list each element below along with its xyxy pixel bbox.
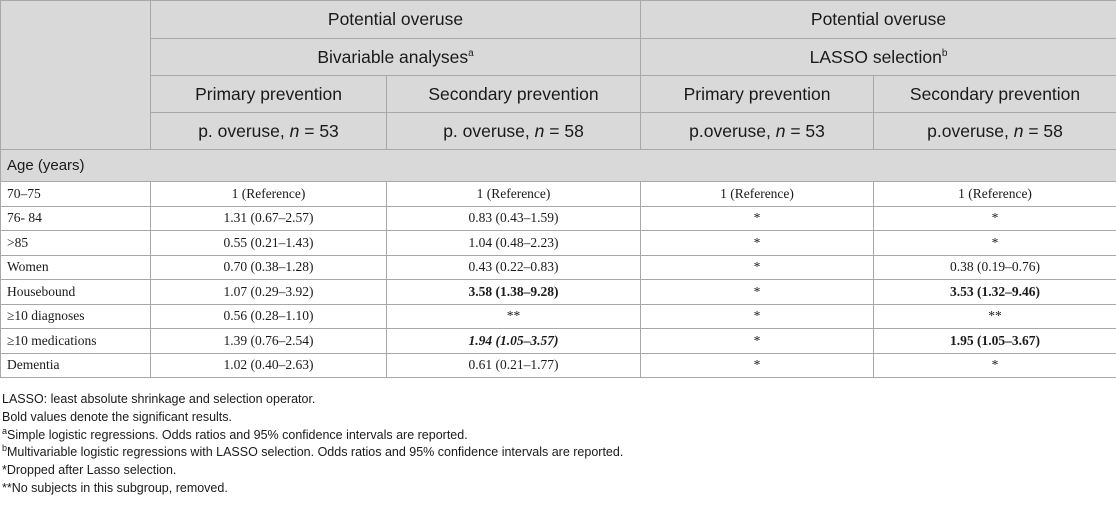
- header-lasso-selection: LASSO selection$^b$: [641, 39, 1116, 76]
- table-cell: *: [641, 280, 874, 305]
- header-bivariable-analyses: Bivariable analyses$^a$: [151, 39, 641, 76]
- table-cell: *: [874, 231, 1116, 256]
- row-label: Women: [1, 255, 151, 280]
- table-row: [1, 329, 1116, 354]
- footnote-text: **No subjects in this subgroup, removed.: [2, 480, 228, 495]
- table-cell: *: [641, 353, 874, 378]
- table-cell: 1.04 (0.48–2.23): [387, 231, 641, 256]
- table-cell: *: [874, 353, 1116, 378]
- table-row: [1, 231, 1116, 256]
- footnote: [2, 427, 1112, 445]
- header-sample-size: p. overuse, n = 53: [151, 113, 387, 150]
- header-sample-size: p.overuse, n = 58: [874, 113, 1116, 150]
- footnote-text: Simple logistic regressions. Odds ratios and 95% confidence intervals are reported.: [7, 427, 468, 442]
- section-label: Age (years): [1, 150, 1116, 182]
- footnote-text: Multivariable logistic regressions with LASSO selection. Odds ratios and 95% confidence intervals are reported.: [7, 445, 624, 460]
- table-row: [1, 353, 1116, 378]
- table-cell: 1.31 (0.67–2.57): [151, 206, 387, 231]
- table-row: [1, 280, 1116, 305]
- header-group-lasso: Potential overuse: [641, 1, 1116, 39]
- header-secondary-prevention: Secondary prevention: [387, 76, 641, 113]
- table-cell: 0.56 (0.28–1.10): [151, 304, 387, 329]
- table-cell: 0.55 (0.21–1.43): [151, 231, 387, 256]
- footnote-text: LASSO: least absolute shrinkage and selection operator.: [2, 392, 316, 406]
- header-secondary-prevention: Secondary prevention: [874, 76, 1116, 113]
- row-label: ≥10 diagnoses: [1, 304, 151, 329]
- table-header: [1, 1, 1116, 150]
- table-cell: 1 (Reference): [874, 182, 1116, 207]
- row-label: Housebound: [1, 280, 151, 305]
- table-row: [1, 255, 1116, 280]
- table-cell: 0.83 (0.43–1.59): [387, 206, 641, 231]
- table-cell: 0.70 (0.38–1.28): [151, 255, 387, 280]
- table-cell: *: [641, 255, 874, 280]
- row-label: 70–75: [1, 182, 151, 207]
- footnote-marker: a: [2, 425, 8, 436]
- table-footnotes: [2, 391, 1112, 498]
- footnote: [2, 444, 1112, 462]
- table-cell: **: [874, 304, 1116, 329]
- table-cell: 0.43 (0.22–0.83): [387, 255, 641, 280]
- header-primary-prevention: Primary prevention: [641, 76, 874, 113]
- table-cell: 0.38 (0.19–0.76): [874, 255, 1116, 280]
- table-cell: **: [387, 304, 641, 329]
- footnote-text: Bold values denote the significant results.: [2, 409, 232, 424]
- row-label: ≥10 medications: [1, 329, 151, 354]
- footnote: [2, 409, 1112, 427]
- table-cell: 1.39 (0.76–2.54): [151, 329, 387, 354]
- footnote: [2, 391, 1112, 409]
- table-cell: 0.61 (0.21–1.77): [387, 353, 641, 378]
- table-row: [1, 206, 1116, 231]
- row-label: 76- 84: [1, 206, 151, 231]
- table-cell: *: [874, 206, 1116, 231]
- table-row: [1, 304, 1116, 329]
- header-sample-size: p.overuse, n = 53: [641, 113, 874, 150]
- footnote-marker: b: [2, 443, 8, 454]
- table-cell: *: [641, 329, 874, 354]
- row-label: >85: [1, 231, 151, 256]
- table-cell: 1 (Reference): [641, 182, 874, 207]
- header-group-bivariable: Potential overuse: [151, 1, 641, 39]
- header-primary-prevention: Primary prevention: [151, 76, 387, 113]
- section-row: [1, 150, 1116, 182]
- footnote-text: *Dropped after Lasso selection.: [2, 463, 177, 478]
- footnote: [2, 462, 1112, 480]
- table-body: [1, 150, 1116, 378]
- table-cell: 1.95 (1.05–3.67): [874, 329, 1116, 354]
- row-label: Dementia: [1, 353, 151, 378]
- header-sample-size: p. overuse, n = 58: [387, 113, 641, 150]
- table-cell: 1.02 (0.40–2.63): [151, 353, 387, 378]
- table-cell: 3.58 (1.38–9.28): [387, 280, 641, 305]
- table-cell: 1.94 (1.05–3.57): [387, 329, 641, 354]
- header-corner: [1, 1, 151, 150]
- table-cell: *: [641, 231, 874, 256]
- table-row: [1, 182, 1116, 207]
- table-cell: 1 (Reference): [387, 182, 641, 207]
- footnote: [2, 480, 1112, 498]
- table-cell: 1 (Reference): [151, 182, 387, 207]
- table-cell: 3.53 (1.32–9.46): [874, 280, 1116, 305]
- table-cell: *: [641, 304, 874, 329]
- table-cell: *: [641, 206, 874, 231]
- table-cell: 1.07 (0.29–3.92): [151, 280, 387, 305]
